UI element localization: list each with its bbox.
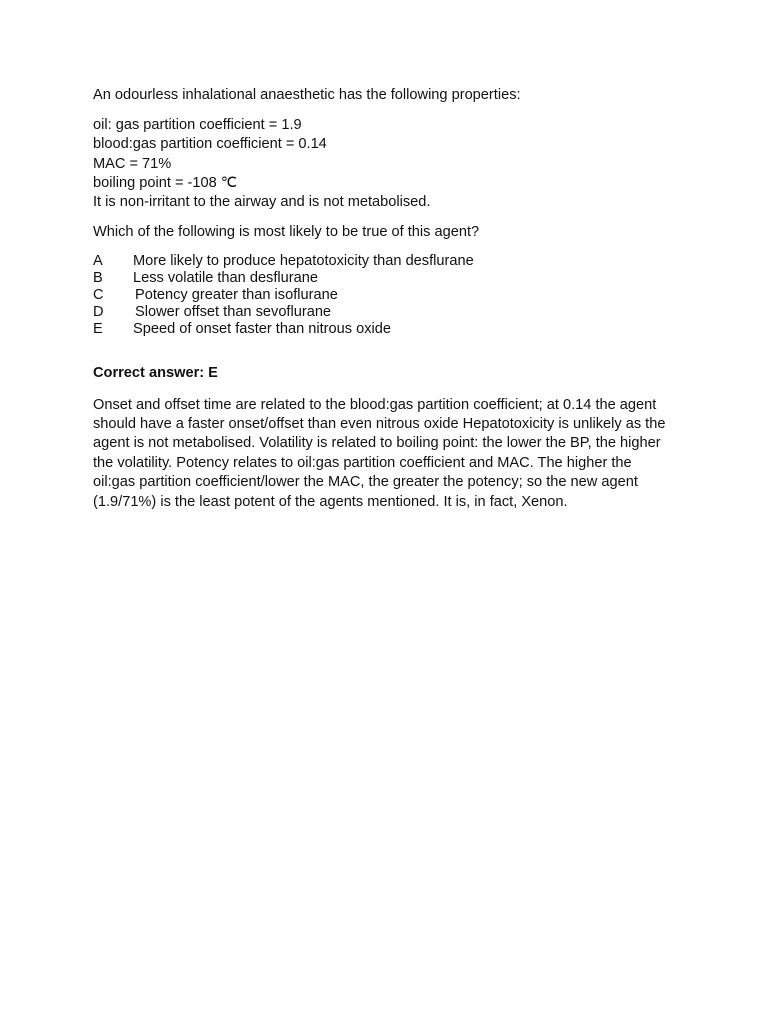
option-letter: A: [93, 253, 103, 270]
property-irritancy: It is non-irritant to the airway and is not metabolised.: [93, 194, 431, 211]
option-e: [93, 321, 683, 338]
option-d: [93, 304, 683, 321]
option-a: [93, 253, 683, 270]
option-letter: D: [93, 304, 104, 321]
document-page: [93, 86, 683, 512]
option-letter: B: [93, 270, 103, 287]
option-letter: E: [93, 321, 103, 338]
option-c: [93, 287, 683, 304]
option-letter: C: [93, 287, 104, 304]
option-text: Speed of onset faster than nitrous oxide: [133, 321, 391, 338]
option-text: Slower offset than sevoflurane: [135, 304, 332, 321]
question-intro: An odourless inhalational anaesthetic has the following properties:: [93, 87, 521, 103]
options-list: [93, 253, 683, 338]
property-oil-gas: oil: gas partition coefficient = 1.9: [93, 117, 302, 134]
correct-answer: Correct answer: E: [93, 365, 218, 382]
option-text: Less volatile than desflurane: [133, 270, 318, 287]
property-mac: MAC = 71%: [93, 155, 172, 172]
answer-explanation: Onset and offset time are related to the blood:gas partition coefficient; at 0.14 the agent should have a faster onset/offset than even nitrous oxide Hepatotoxicity is unlikely as the agent is not metabolised. Volatility is related to boiling point: the lower the BP, the higher the volatility. Potency relates to oil:gas partition coefficient and MAC. The higher the oil:gas partition coefficient/lower the MAC, the greater the potency; so the new agent (1.9/71%) is the least potent of the agents mentioned. It is, in fact, Xenon.: [93, 396, 666, 510]
question-stem: Which of the following is most likely to be true of this agent?: [93, 224, 480, 241]
properties-list: [93, 116, 683, 212]
option-b: [93, 270, 683, 287]
option-text: More likely to produce hepatotoxicity than desflurane: [133, 253, 474, 270]
property-blood-gas: blood:gas partition coefficient = 0.14: [93, 136, 327, 153]
option-text: Potency greater than isoflurane: [135, 287, 338, 304]
property-boiling-point: boiling point = -108 ℃: [93, 174, 238, 191]
